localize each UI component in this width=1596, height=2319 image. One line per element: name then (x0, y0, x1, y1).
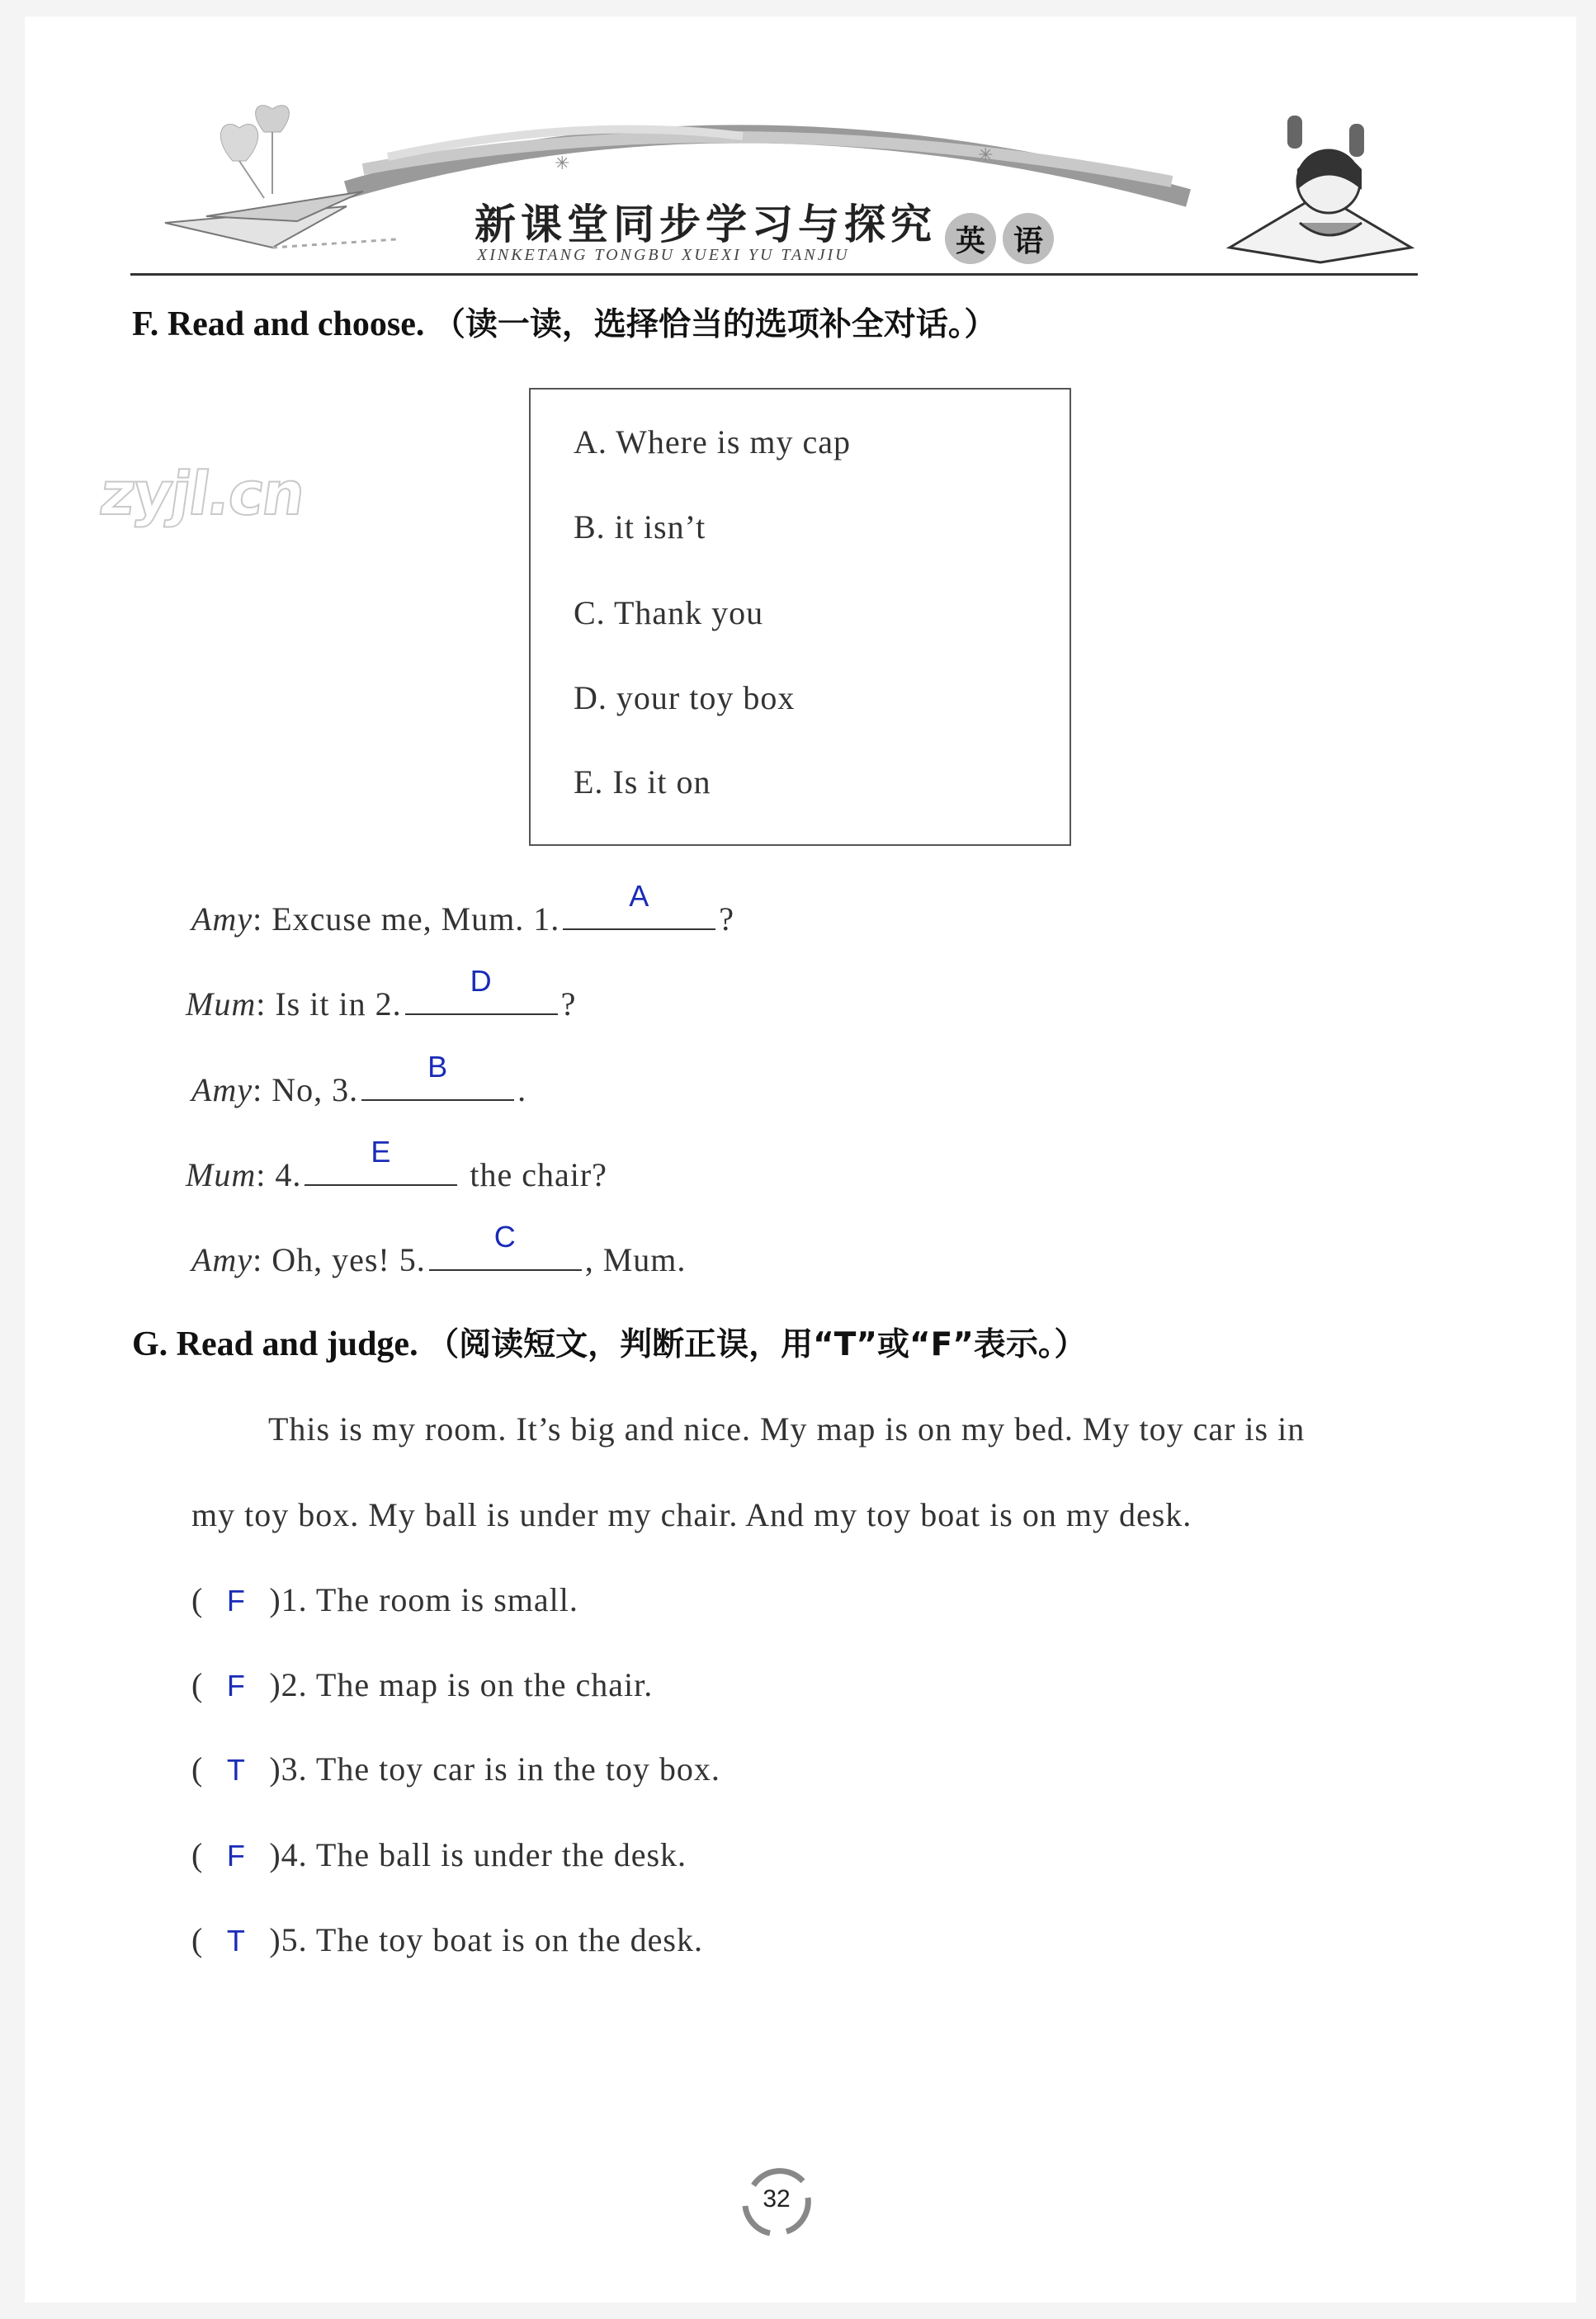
header-title: 新课堂同步学习与探究 (475, 200, 937, 248)
speaker: Amy (191, 1071, 253, 1108)
answer-blank-2[interactable] (405, 964, 558, 1015)
page-header (0, 0, 1596, 281)
speaker: Mum (186, 985, 257, 1023)
dialogue-text-after: . (517, 1071, 527, 1108)
dialogue-text: Oh, yes! 5. (272, 1241, 426, 1278)
answer-blank-3[interactable] (361, 1050, 514, 1101)
answer-blank-5[interactable] (429, 1220, 582, 1271)
dialogue-text-after: the chair? (470, 1156, 607, 1193)
answer-value: D (470, 964, 493, 998)
answer-value: E (371, 1135, 392, 1169)
option-d: D. your toy box (574, 679, 796, 716)
header-pinyin: XINKETANG TONGBU XUEXI YU TANJIU (477, 246, 850, 264)
passage-line-1: This is my room. It’s big and nice. My map is on my bed. My toy car is in (268, 1410, 1306, 1448)
speaker: Amy (191, 1241, 253, 1278)
svg-text:✳: ✳ (978, 144, 994, 165)
option-a: A. Where is my cap (574, 423, 852, 460)
dialogue-line-3: Amy: No, 3. B . (191, 1050, 527, 1108)
section-g-instruction: （阅读短文，判断正误，用“T”或“F”表示。） (427, 1326, 1087, 1363)
answer-value: B (427, 1050, 449, 1084)
answer-blank-1[interactable] (563, 879, 715, 930)
watermark: zyjl.cn (96, 459, 309, 528)
judge-item-1: ( F )1. The room is small. (191, 1581, 578, 1618)
dialogue-line-2: Mum: Is it in 2. D ? (186, 964, 577, 1023)
dialogue-line-1: Amy: Excuse me, Mum. 1. A ? (191, 879, 735, 938)
judge-item-5: ( T )5. The toy boat is on the desk. (191, 1921, 703, 1958)
dialogue-text: Is it in 2. (275, 985, 402, 1023)
judge-answer-1[interactable]: F (226, 1584, 246, 1618)
judge-item-2: ( F )2. The map is on the chair. (191, 1666, 654, 1703)
svg-text:✳: ✳ (555, 153, 570, 173)
options-box (529, 388, 1071, 846)
subject-badge-2: 语 (1003, 213, 1054, 264)
dialogue-text: No, 3. (272, 1071, 359, 1108)
section-g-title (132, 1319, 1086, 1365)
page-number-text: 32 (763, 2185, 791, 2213)
judge-answer-5[interactable]: T (226, 1924, 246, 1958)
judge-text: )5. The toy boat is on the desk. (269, 1921, 703, 1958)
dialogue-text-after: ? (560, 985, 577, 1023)
speaker: Mum (186, 1156, 257, 1193)
judge-answer-4[interactable]: F (226, 1839, 246, 1873)
option-b: B. it isn’t (574, 508, 706, 546)
answer-value: C (493, 1220, 517, 1254)
section-f-title (132, 299, 996, 345)
section-f-letter: F. (132, 305, 159, 343)
judge-answer-2[interactable]: F (226, 1669, 246, 1703)
section-f-instruction: （读一读，选择恰当的选项补全对话。） (432, 306, 997, 343)
dialogue-text: Excuse me, Mum. 1. (272, 900, 560, 938)
answer-blank-4[interactable] (305, 1135, 457, 1186)
section-f-heading: Read and choose. (167, 305, 425, 343)
judge-text: )2. The map is on the chair. (269, 1666, 654, 1703)
judge-text: )1. The room is small. (269, 1581, 578, 1618)
judge-item-3: ( T )3. The toy car is in the toy box. (191, 1750, 720, 1788)
option-e: E. Is it on (574, 763, 711, 801)
section-g-heading: Read and judge. (176, 1325, 418, 1363)
header-rule (130, 273, 1418, 276)
page-number (737, 2161, 816, 2240)
judge-text: )3. The toy car is in the toy box. (269, 1750, 720, 1788)
answer-value: A (629, 879, 650, 913)
option-c: C. Thank you (574, 594, 764, 631)
judge-answer-3[interactable]: T (226, 1753, 246, 1787)
judge-item-4: ( F )4. The ball is under the desk. (191, 1836, 687, 1873)
judge-text: )4. The ball is under the desk. (269, 1836, 687, 1873)
dialogue-text-after: ? (719, 900, 735, 938)
section-g-letter: G. (132, 1325, 168, 1363)
subject-badge-1: 英 (945, 213, 996, 264)
dialogue-line-5: Amy: Oh, yes! 5. C , Mum. (191, 1220, 687, 1278)
dialogue-text-after: , Mum. (584, 1241, 687, 1278)
dialogue-line-4: Mum: 4. E the chair? (186, 1135, 607, 1193)
dialogue-text: 4. (275, 1156, 302, 1193)
speaker: Amy (191, 900, 253, 938)
passage-line-2: my toy box. My ball is under my chair. And my toy boat is on my desk. (191, 1496, 1192, 1533)
